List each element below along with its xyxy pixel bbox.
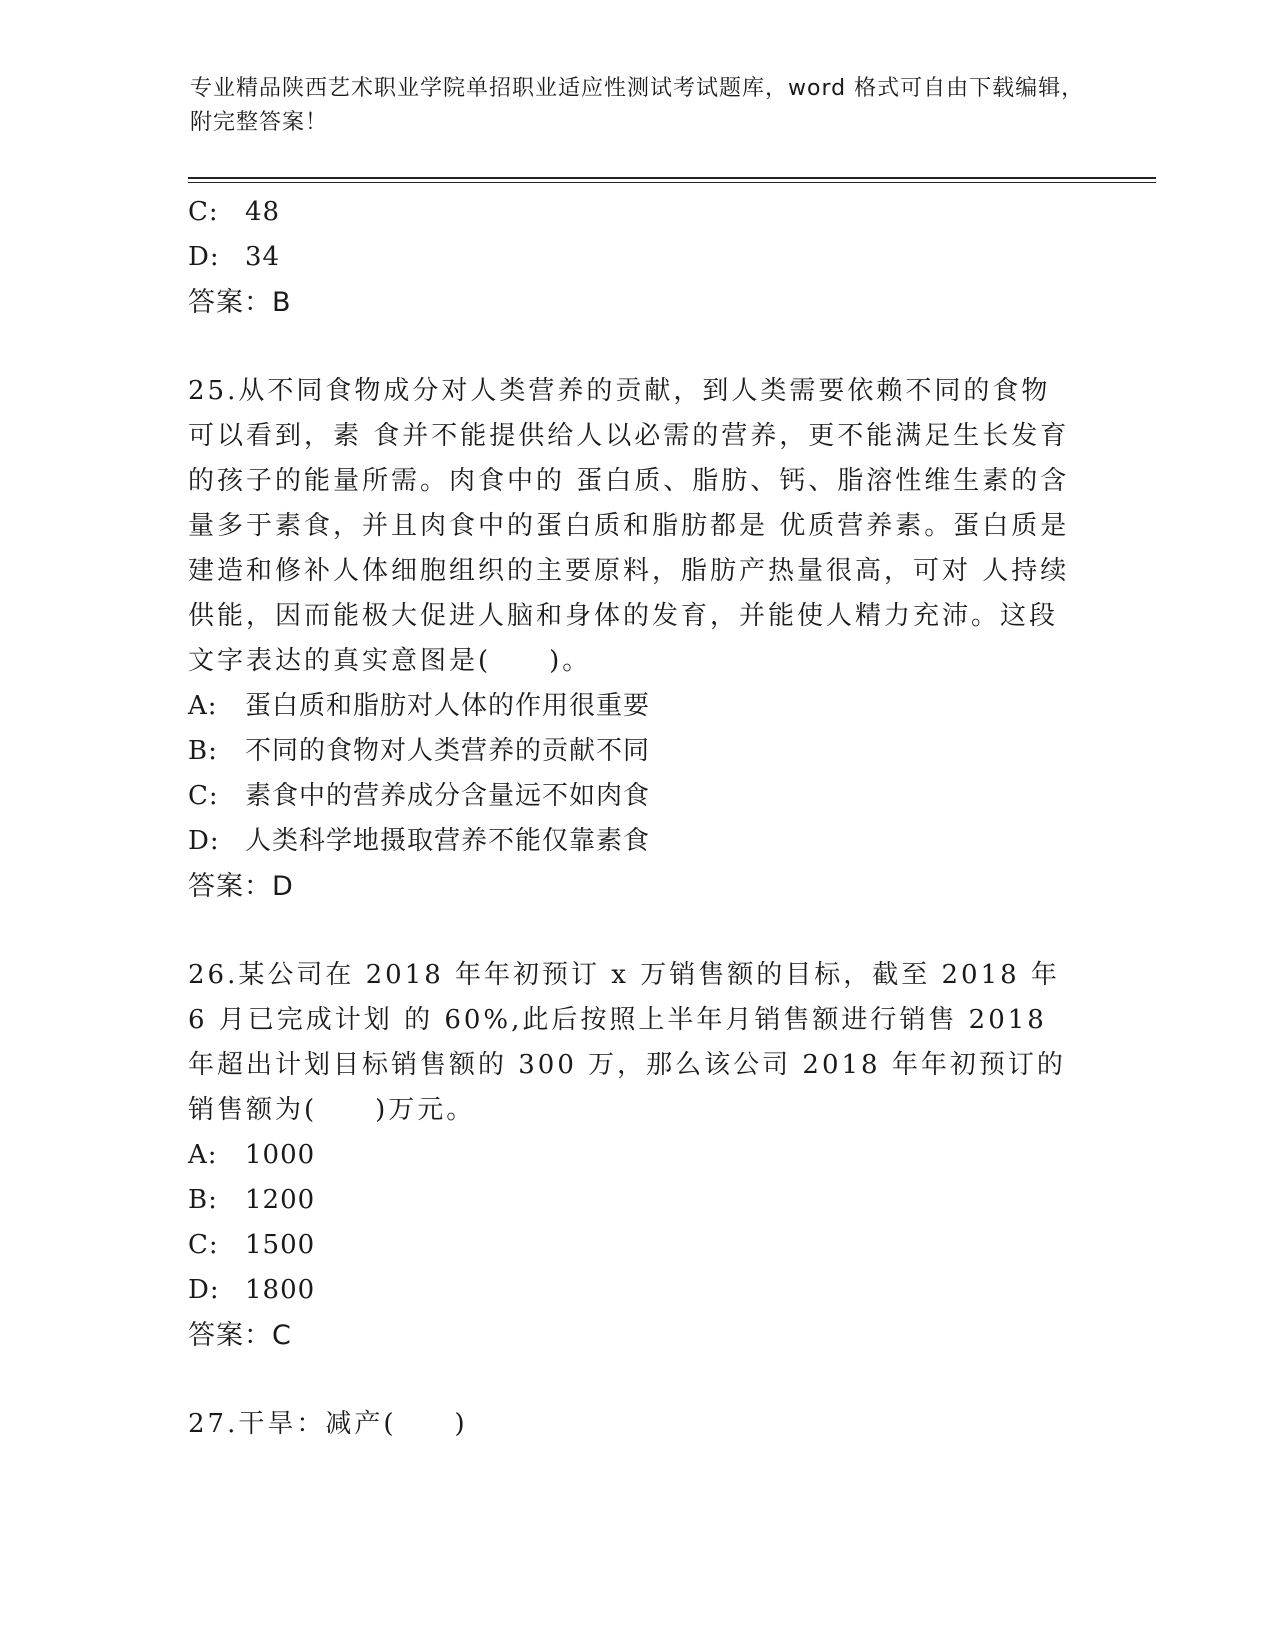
option-key: C:	[188, 1230, 219, 1260]
option-a	[188, 684, 1088, 729]
option-key: C:	[188, 781, 219, 811]
option-key: D:	[188, 826, 220, 856]
question-24	[188, 190, 1088, 325]
question-stem: 26.某公司在 2018 年年初预订 x 万销售额的目标，截至 2018 年 6 月已完成计划 的 60%,此后按照上半年月销售额进行销售 2018 年超出计划目标销售额的 300 万，那么该公司 2018 年年初预订的销售额为( )万元。	[188, 960, 1066, 1125]
option-text: 素食中的营养成分含量远不如肉食	[245, 781, 651, 811]
option-text: 1000	[245, 1140, 316, 1170]
answer-line: 答案：D	[188, 871, 294, 902]
answer-line: 答案：C	[188, 1320, 292, 1351]
option-c	[188, 1223, 1088, 1268]
option-text: 人类科学地摄取营养不能仅靠素食	[245, 826, 651, 856]
option-text: 48	[245, 197, 281, 227]
option-b	[188, 1178, 1088, 1223]
page-header: 专业精品陕西艺术职业学院单招职业适应性测试考试题库，word 格式可自由下载编辑，附完整答案！	[190, 76, 1085, 135]
option-c	[188, 774, 1088, 819]
option-b	[188, 729, 1088, 774]
question-25	[188, 369, 1088, 909]
option-a	[188, 1133, 1088, 1178]
option-text: 1800	[245, 1275, 316, 1305]
option-d	[188, 235, 1088, 280]
header-divider-thick	[188, 177, 1156, 179]
option-d	[188, 819, 1088, 864]
option-text: 蛋白质和脂肪对人体的作用很重要	[245, 691, 651, 721]
header-divider-thin	[188, 182, 1156, 183]
question-list	[188, 190, 1088, 1447]
option-key: B:	[188, 736, 218, 766]
option-key: D:	[188, 242, 220, 272]
option-key: D:	[188, 1275, 220, 1305]
option-text: 34	[245, 242, 281, 272]
question-26	[188, 953, 1088, 1358]
option-c	[188, 190, 1088, 235]
option-d	[188, 1268, 1088, 1313]
answer-line: 答案：B	[188, 287, 292, 318]
option-text: 不同的食物对人类营养的贡献不同	[245, 736, 651, 766]
question-27	[188, 1402, 1088, 1447]
question-stem: 25.从不同食物成分对人类营养的贡献，到人类需要依赖不同的食物可以看到，素 食并不能提供给人以必需的营养，更不能满足生长发育的孩子的能量所需。肉食中的 蛋白质、脂肪、钙、脂溶性维生素的含量多于素食，并且肉食中的蛋白质和脂肪都是 优质营养素。蛋白质是建造和修补人体细胞组织的主要原料，脂肪产热量很高，可对 人持续供能，因而能极大促进人脑和身体的发育，并能使人精力充沛。这段文字表达的真实意图是( )。	[188, 376, 1070, 676]
option-key: C:	[188, 197, 219, 227]
option-text: 1500	[245, 1230, 316, 1260]
option-text: 1200	[245, 1185, 316, 1215]
option-key: A:	[188, 691, 218, 721]
question-stem: 27.干旱：减产( )	[188, 1409, 468, 1439]
option-key: A:	[188, 1140, 218, 1170]
option-key: B:	[188, 1185, 218, 1215]
